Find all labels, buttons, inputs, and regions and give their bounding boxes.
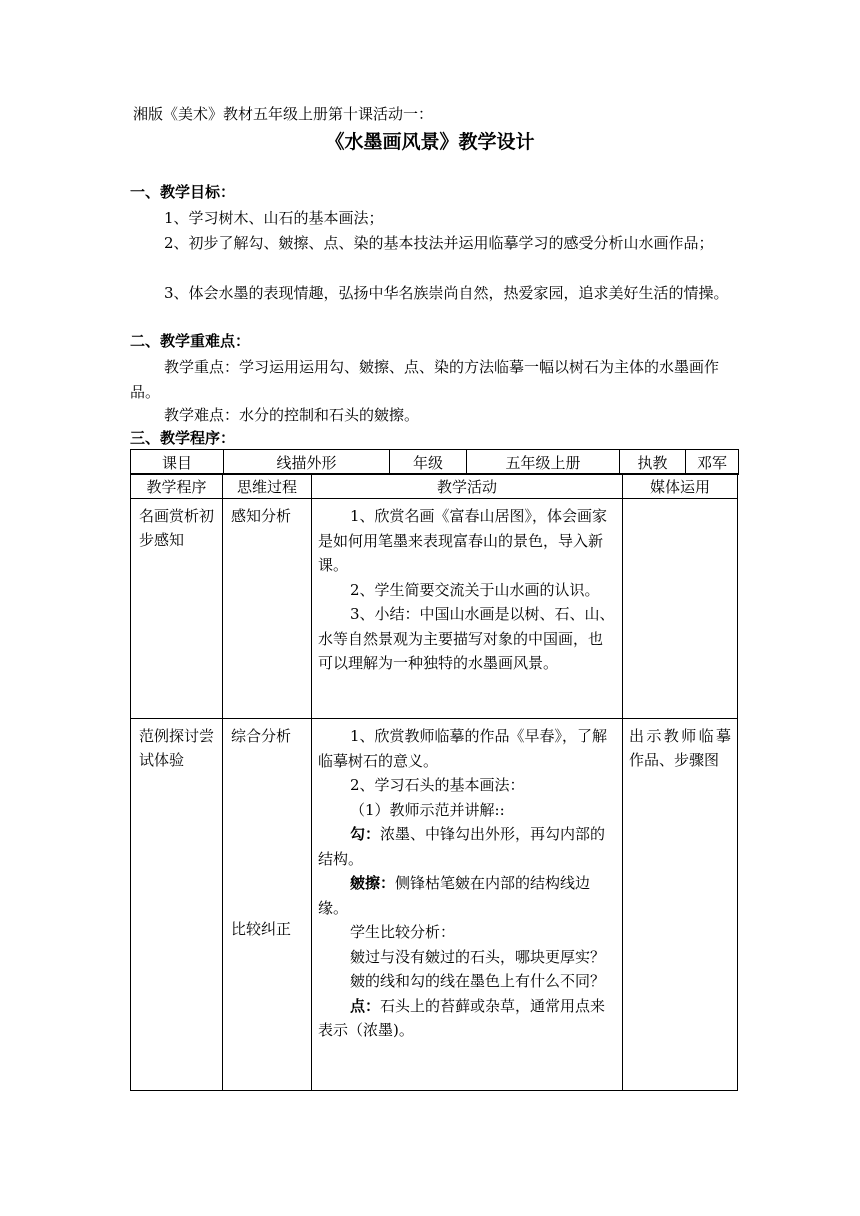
- media-cell: 出示教师临摹作品、步骤图: [623, 719, 738, 1091]
- section-heading-procedure: 三、教学程序：: [130, 429, 236, 447]
- stage-text: 范例探讨尝试体验: [139, 727, 215, 769]
- col-header-stage: 教学程序: [131, 474, 223, 499]
- info-course-value: 线描外形: [224, 450, 390, 475]
- activity-item: [318, 994, 616, 1043]
- activity-item: 2、学生简要交流关于山水画的认识。: [350, 580, 600, 599]
- activity-item: 3、小结：中国山水画是以树、石、山、水等自然景观为主要描写对象的中国画，也可以理解为一种独特的水墨画风景。: [318, 605, 615, 672]
- doc-title: 《水墨画风景》教学设计: [325, 131, 535, 153]
- difficulty-text: 教学难点：水分的控制和石头的皴擦。: [164, 406, 420, 424]
- technique-text: 侧锋枯笔皴在内部的结构线边缘。: [318, 874, 591, 917]
- activity-cell: [312, 499, 623, 719]
- thinking-text: 综合分析: [231, 727, 292, 745]
- col-header-media: 媒体运用: [623, 474, 738, 499]
- technique-text: 浓墨、中锋勾出外形，再勾内部的结构。: [318, 825, 606, 868]
- media-cell: [623, 499, 738, 719]
- stage-text: 名画赏析初步感知: [139, 507, 215, 549]
- thinking-text: 比较纠正: [231, 920, 292, 938]
- info-course-label: 课目: [131, 450, 224, 475]
- section-heading-key-points: 二、教学重难点：: [130, 332, 251, 350]
- info-teacher-value: 邓军: [686, 450, 739, 475]
- technique-label: 勾：: [350, 825, 381, 843]
- col-header-thinking: 思维过程: [223, 474, 312, 499]
- activity-item: 1、欣赏教师临摹的作品《早春》，了解临摹树石的意义。: [318, 727, 608, 770]
- doc-subtitle: 湘版《美术》教材五年级上册第十课活动一：: [133, 105, 434, 123]
- section-heading-objectives: 一、教学目标：: [130, 183, 236, 201]
- stage-cell: [131, 499, 223, 719]
- technique-text: 石头上的苔藓或杂草，通常用点来表示（浓墨)。: [318, 996, 606, 1039]
- objective-item-2: 2、初步了解勾、皴擦、点、染的基本技法并运用临摹学习的感受分析山水画作品；: [164, 234, 714, 252]
- procedure-table: [130, 473, 738, 1091]
- info-teacher-label: 执教: [620, 450, 686, 475]
- objective-item-1: 1、学习树木、山石的基本画法；: [164, 209, 384, 227]
- info-grade-label: 年级: [390, 450, 467, 475]
- activity-item: 2、学习石头的基本画法：: [350, 776, 525, 794]
- technique-label: 皴擦：: [350, 874, 396, 892]
- info-grade-value: 五年级上册: [467, 450, 620, 475]
- activity-item: （1）教师示范并讲解::: [350, 800, 505, 819]
- table-row: [131, 499, 738, 719]
- activity-item: [318, 871, 616, 920]
- activity-item: 皴过与没有皴过的石头，哪块更厚实？: [350, 947, 606, 966]
- activity-item: 学生比较分析：: [350, 923, 456, 941]
- technique-label: 点：: [350, 996, 381, 1015]
- stage-cell: [131, 719, 223, 1091]
- col-header-activity: 教学活动: [312, 474, 623, 499]
- activity-item: [318, 822, 616, 871]
- lesson-info-table: [130, 449, 739, 475]
- table-row: [131, 719, 738, 1091]
- thinking-text: 感知分析: [231, 507, 292, 525]
- activity-item: 皴的线和勾的线在墨色上有什么不同？: [350, 972, 606, 990]
- key-point-text: 教学重点：学习运用运用勾、皴擦、点、染的方法临摹一幅以树石为主体的水墨画作品。: [130, 358, 720, 401]
- objective-item-3: 3、体会水墨的表现情趣，弘扬中华名族崇尚自然，热爱家园，追求美好生活的情操。: [164, 284, 729, 302]
- thinking-cell: [223, 719, 312, 1091]
- thinking-cell: [223, 499, 312, 719]
- activity-item: 1、欣赏名画《富春山居图》，体会画家是如何用笔墨来表现富春山的景色，导入新课。: [318, 507, 608, 574]
- activity-cell: [312, 719, 623, 1091]
